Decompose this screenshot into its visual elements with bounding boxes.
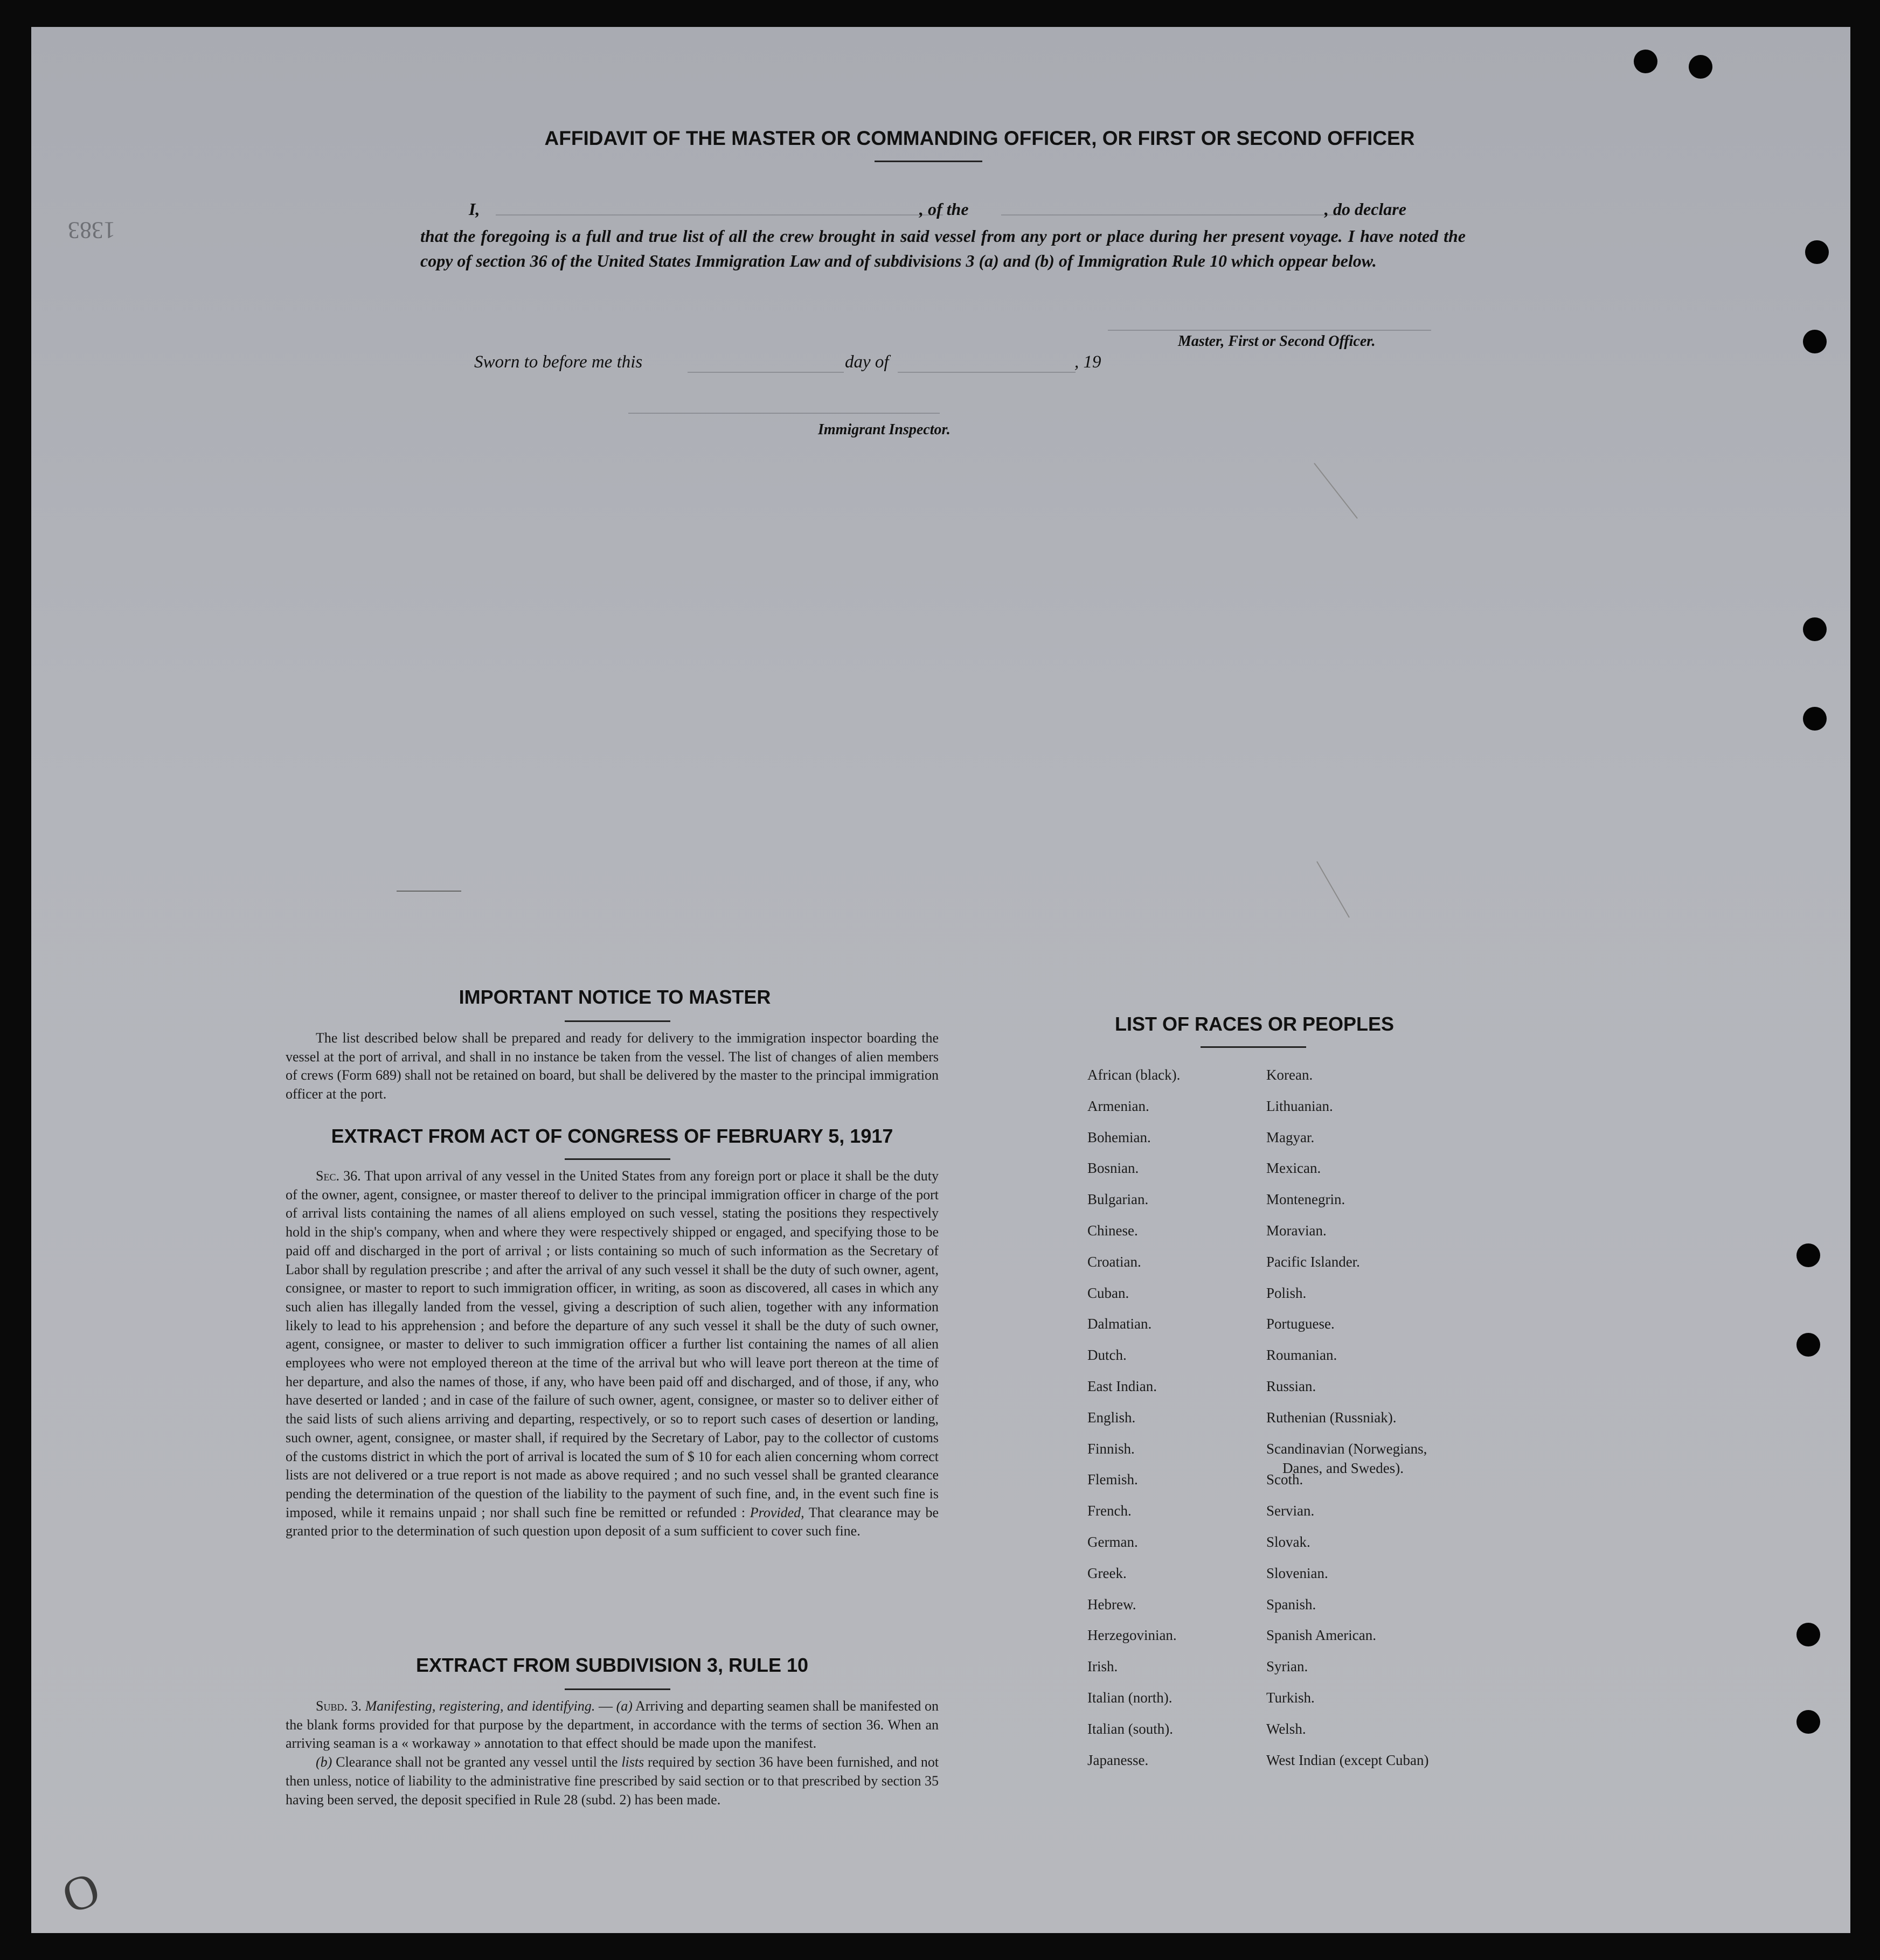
race-item: Scoth. [1266,1471,1303,1488]
race-item: Slovak. [1266,1534,1310,1550]
race-item: Montenegrin. [1266,1191,1345,1208]
name-blank[interactable] [496,214,943,216]
race-item: African (black). [1087,1067,1181,1083]
race-item: Japanesse. [1087,1752,1149,1768]
race-item: French. [1087,1503,1132,1519]
punch-hole [1796,1710,1820,1734]
sworn-day-blank[interactable] [688,372,844,373]
subd-heading: Manifesting, registering, and identifying. [365,1698,595,1714]
master-signature-line[interactable] [1108,330,1431,331]
races-title: LIST OF RACES OR PEOPLES [1114,1013,1395,1035]
race-item: Syrian. [1266,1658,1308,1675]
notice-title-rule [565,1020,670,1022]
race-item: Dutch. [1087,1347,1127,1364]
subd-b-label: (b) [316,1754,332,1770]
sec-36-text: That upon arrival of any vessel in the United States from any foreign port or place it shall be the duty of the owner, agent, consignee, or master thereof to deliver to the principal immigration officer in charge of the port of arrival lists containing the names of all aliens employed on such vessel, stating the positions they respectively hold in the ship's company, when and where they were respectively shipped or engaged, and specifying those to be paid off and discharged in the port of arrival ; or lists containing so much of such information as the Secretary of Labor shall by regulation prescribe ; and after the arrival of any such vessel it shall be the duty of such owner, agent, consignee, or master to report to such immigration officer, in writing, as soon as discovered, all cases in which any such alien has illegally landed from the vessel, giving a description of such alien, together with any information likely to lead to his apprehension ; and before the departure of any such vessel it shall be the duty of such owner, agent, consignee, or master to deliver to such immigration officer a further list containing the names of all alien employees who were not employed thereon at the time of the arrival but who will leave port thereon at the time of her departure, and also the names of those, if any, who have been paid off and discharged, and of those, if any, who have deserted or landed ; and in case of the failure of such owner, agent, consignee, or master so to deliver either of the said lists of such aliens arriving and departing, respectively, or so to report such cases of desertion or landing, such owner, agent, consignee, or master shall, if required by the Secretary of Labor, pay to the collector of customs of the customs district in which the port of arrival is located the sum of $ 10 for each alien concerning whom correct lists are not delivered or a true report is not made as above required ; and no such vessel shall be granted clearance pending the determination of the question of the liability to the payment of such fine, and, in the event such fine is imposed, while it remains unpaid ; nor shall such fine be remitted or refunded : [286,1168,939,1520]
race-item: Russian. [1266,1378,1316,1394]
vessel-blank[interactable] [1001,214,1346,216]
affidavit-title: AFFIDAVIT OF THE MASTER OR COMMANDING OFFICER, OR FIRST OR SECOND OFFICER [544,127,1415,149]
subd-b-text-2: required by section 36 have been furnished, and not then unless, notice of liability to the administrative fine prescribed by said section or to that prescribed by section 35 having been served, the deposit specified in Rule 28 (subd. 2) has been made. [286,1754,939,1808]
races-title-rule [1201,1046,1306,1048]
race-item: Welsh. [1266,1720,1306,1737]
sworn-month-blank[interactable] [898,372,1076,373]
race-item: Finnish. [1087,1440,1135,1457]
race-item: Irish. [1087,1658,1118,1675]
sworn-year: , 19 [1074,352,1101,372]
race-item: Chinese. [1087,1222,1138,1239]
stray-slash-1 [1314,463,1358,519]
race-item: West Indian (except Cuban) [1266,1752,1429,1768]
race-item: Spanish American. [1266,1627,1376,1644]
race-item: Hebrew. [1087,1596,1136,1613]
punch-hole [1803,330,1827,353]
sworn-text: Sworn to before me this [474,352,643,372]
subd-label: Subd. 3. [316,1698,362,1714]
punch-hole [1634,50,1657,73]
margin-number: 1383 [68,217,115,244]
proviso-text: That clearance may be granted prior to the determination of such question upon deposit of a sum sufficient to cover such fine. [286,1504,939,1539]
master-signature-label: Master, First or Second Officer. [1178,333,1376,350]
extract-rule-title-rule [565,1688,670,1690]
race-item: Armenian. [1087,1097,1149,1114]
notice-title: IMPORTANT NOTICE TO MASTER [459,986,771,1008]
punch-hole [1805,240,1829,264]
race-item: Portuguese. [1266,1316,1335,1332]
race-item: English. [1087,1409,1136,1426]
race-item: Greek. [1087,1565,1127,1581]
affidavit-i: I, [469,199,480,219]
race-item: Bosnian. [1087,1160,1139,1177]
stray-slash-2 [1316,861,1350,918]
punch-hole [1796,1623,1820,1646]
race-item: Italian (north). [1087,1690,1173,1706]
stray-dash [397,891,461,892]
corner-mark: O [56,1861,107,1924]
race-item: Spanish. [1266,1596,1316,1613]
extract-rule-title: EXTRACT FROM SUBDIVISION 3, RULE 10 [415,1654,809,1676]
race-item: Roumanian. [1266,1347,1337,1364]
sworn-day-of: day of [845,352,889,372]
inspector-signature-line[interactable] [628,413,940,414]
extract-act-title: EXTRACT FROM ACT OF CONGRESS OF FEBRUARY 5, 1917 [331,1125,893,1147]
proviso-label: Provided, [750,1504,804,1520]
punch-hole [1796,1333,1820,1357]
race-item: Pacific Islander. [1266,1253,1360,1270]
subd-a-label: (a) [616,1698,633,1714]
race-scandinavian-cont: Danes, and Swedes). [1282,1460,1404,1476]
race-item: Cuban. [1087,1284,1129,1301]
notice-text [286,1029,939,1104]
race-item: Slovenian. [1266,1565,1328,1581]
race-item: Moravian. [1266,1222,1327,1239]
race-item: Turkish. [1266,1690,1315,1706]
subd-b-lists: lists [621,1754,644,1770]
inspector-label: Immigrant Inspector. [818,421,951,438]
race-item: Bulgarian. [1087,1191,1149,1208]
form-page [31,27,1850,1933]
race-item: Bohemian. [1087,1129,1151,1145]
race-item: East Indian. [1087,1378,1157,1394]
race-item: Dalmatian. [1087,1316,1152,1332]
subd-a-text: Arriving and departing seamen shall be manifested on the blank forms provided for that purpose by the department, in accordance with the terms of section 36. When an arriving seaman is a « workaway » annotation to that effect should be made upon the manifest. [286,1698,939,1752]
race-item: Scandinavian (Norwegians, [1266,1440,1427,1457]
affidavit-of-the: , of the [919,199,969,219]
race-item: Lithuanian. [1266,1097,1333,1114]
race-item: Magyar. [1266,1129,1315,1145]
punch-hole [1796,1243,1820,1267]
race-item: Croatian. [1087,1253,1141,1270]
race-item: Korean. [1266,1067,1313,1083]
race-item: Flemish. [1087,1471,1138,1488]
extract-act-text [286,1167,939,1541]
extract-act-title-rule [565,1158,670,1160]
race-item: Servian. [1266,1503,1315,1519]
punch-hole [1803,617,1827,641]
punch-hole [1689,55,1712,79]
affidavit-do-declare: , do declare [1324,199,1406,219]
punch-hole [1803,707,1827,731]
race-item: Herzegovinian. [1087,1627,1177,1644]
extract-rule-text: Subd. 3. Manifesting, registering, and identifying. — (a) Arriving and departing seamen shall be manifested on the blank forms provided for that purpose by the department, in accordance with the terms of section 36. When an arriving seaman is a « workaway » annotation to that effect should be made upon the manifest. (b) Clearance shall not be granted any vessel until the lists required by section 36 have been furnished, and not then unless, notice of liability to the administrative fine prescribed by said section or to that prescribed by section 35 having been served, the deposit specified in Rule 28 (subd. 2) has been made. [286,1698,939,1808]
race-item: Ruthenian (Russniak). [1266,1409,1397,1426]
subd-b-text-1: Clearance shall not be granted any vessel until the [336,1754,618,1770]
affidavit-title-rule [875,161,982,162]
race-item: Italian (south). [1087,1720,1173,1737]
race-item: Polish. [1266,1284,1307,1301]
sec-label: Sec. 36. [316,1168,361,1184]
affidavit-body: that the foregoing is a full and true list of all the crew brought in said vessel from any port or place during her present voyage. I have noted the copy of section 36 of the United States Immigration Law and of subdivisions 3 (a) and (b) of Immigration Rule 10 which oppear below. [420,226,1466,270]
notice-paragraph: The list described below shall be prepared and ready for delivery to the immigration inspector boarding the vessel at the port of arrival, and shall in no instance be taken from the vessel. The list of changes of alien members of crews (Form 689) shall not be retained on board, but shall be delivered by the master to the principal immigration officer at the port. [286,1030,939,1102]
race-item: German. [1087,1534,1138,1550]
race-item: Mexican. [1266,1160,1321,1177]
